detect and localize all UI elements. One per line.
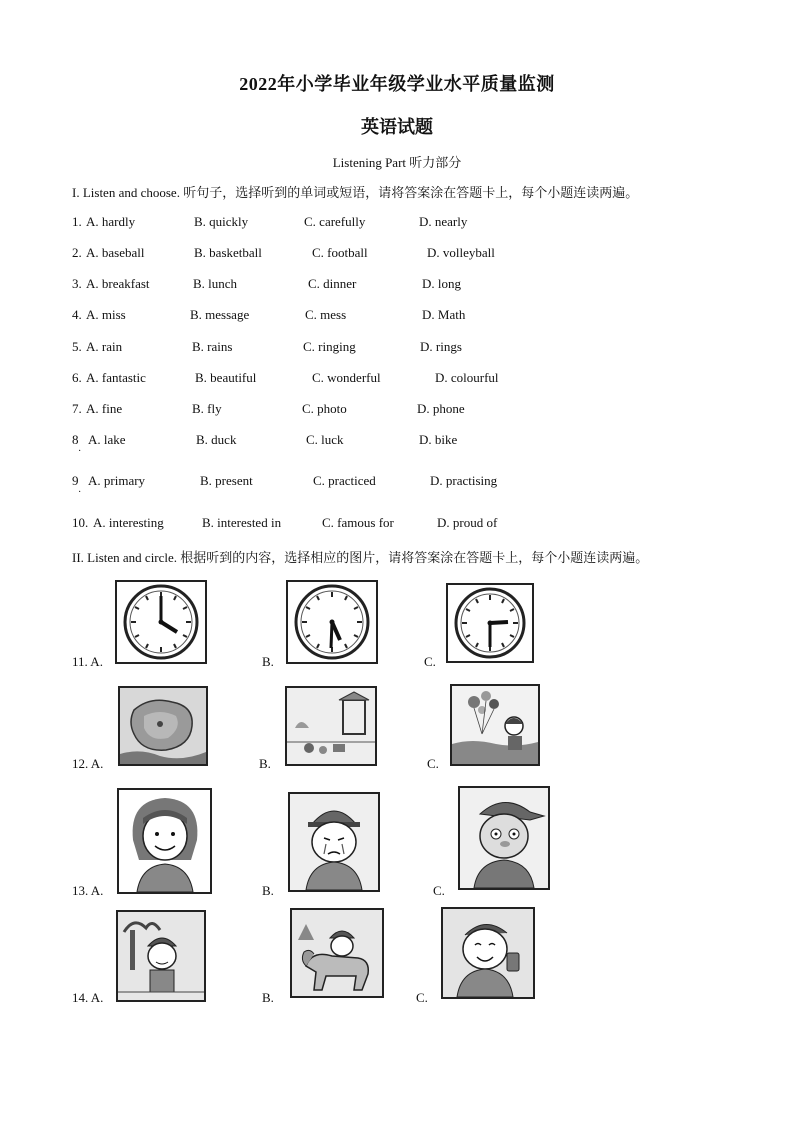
option-b: B. beautiful — [195, 370, 257, 385]
question-number: 2. — [72, 245, 82, 260]
question-label: 13. A. — [72, 883, 104, 898]
option-a: A. miss — [86, 307, 126, 322]
option-a: A. hardly — [86, 214, 136, 229]
girl-with-balloons-picture[interactable] — [450, 684, 540, 766]
park-scene-picture[interactable] — [285, 686, 377, 766]
question-label: 14. A. — [72, 990, 104, 1005]
option-b: B. lunch — [193, 276, 238, 291]
option-d: D. nearly — [419, 214, 468, 229]
question-number: 5. — [72, 339, 82, 354]
option-a: A. lake — [88, 432, 126, 447]
question-number: 1. — [72, 214, 82, 229]
option-b: B. message — [190, 307, 250, 322]
option-c-label: C. — [433, 883, 445, 898]
option-b: B. rains — [192, 339, 233, 354]
option-b: B. fly — [192, 401, 222, 416]
option-c: C. mess — [305, 307, 347, 322]
section1-instruction: I. Listen and choose. 听句子，选择听到的单词或短语，请将答案涂在答题卡上，每个小题连读两遍。 — [72, 185, 639, 200]
option-d: D. practising — [430, 473, 498, 488]
question-label: 11. A. — [72, 654, 103, 669]
option-a: A. interesting — [93, 515, 164, 530]
question-number: 9 — [72, 473, 79, 488]
clock-quarter-to-nine-picture[interactable] — [446, 583, 534, 663]
option-b: B. basketball — [194, 245, 262, 260]
option-c: C. famous for — [322, 515, 394, 530]
option-c-label: C. — [424, 654, 436, 669]
option-b-label: B. — [262, 990, 274, 1005]
option-c: C. wonderful — [312, 370, 381, 385]
option-c: C. football — [312, 245, 368, 260]
option-c-label: C. — [427, 756, 439, 771]
option-b: B. duck — [196, 432, 237, 447]
option-c-label: C. — [416, 990, 428, 1005]
boy-with-hat-picture[interactable] — [458, 786, 550, 890]
question-number: 3. — [72, 276, 82, 291]
option-c: C. luck — [306, 432, 344, 447]
option-c: C. practiced — [313, 473, 376, 488]
clock-four-picture[interactable] — [115, 580, 207, 664]
option-c: C. carefully — [304, 214, 366, 229]
question-number: 7. — [72, 401, 82, 416]
option-c: C. photo — [302, 401, 347, 416]
option-a: A. fantastic — [86, 370, 146, 385]
option-c: C. ringing — [303, 339, 356, 354]
question-label: 12. A. — [72, 756, 104, 771]
dot-mark: · — [78, 446, 82, 457]
crying-boy-picture[interactable] — [288, 792, 380, 892]
option-c: C. dinner — [308, 276, 357, 291]
lake-map-picture[interactable] — [118, 686, 208, 766]
option-b-label: B. — [262, 654, 274, 669]
smiling-girl-picture[interactable] — [117, 788, 212, 894]
option-a: A. rain — [86, 339, 123, 354]
option-b-label: B. — [262, 883, 274, 898]
question-number: 4. — [72, 307, 82, 322]
option-d: D. long — [422, 276, 461, 291]
option-a: A. baseball — [86, 245, 145, 260]
option-b-label: B. — [259, 756, 271, 771]
option-d: D. bike — [419, 432, 458, 447]
option-d: D. volleyball — [427, 245, 495, 260]
page-title: 2022年小学毕业年级学业水平质量监测 — [239, 74, 555, 94]
option-d: D. colourful — [435, 370, 499, 385]
clock-six-thirty-picture[interactable] — [286, 580, 378, 664]
question-number: 6. — [72, 370, 82, 385]
option-b: B. quickly — [194, 214, 249, 229]
boy-with-phone-picture[interactable] — [441, 907, 535, 999]
option-b: B. interested in — [202, 515, 282, 530]
option-a: A. breakfast — [86, 276, 150, 291]
question-number: 8 — [72, 432, 79, 447]
subject-title: 英语试题 — [361, 117, 433, 137]
option-d: D. Math — [422, 307, 466, 322]
option-d: D. proud of — [437, 515, 498, 530]
question-number: 10. — [72, 515, 89, 530]
section2-instruction: II. Listen and circle. 根据听到的内容，选择相应的图片，请将答案涂在答题卡上，每个小题连读两遍。 — [72, 550, 649, 565]
option-b: B. present — [200, 473, 253, 488]
dot-mark: · — [78, 487, 82, 498]
boy-riding-horse-picture[interactable] — [290, 908, 384, 998]
part-title: Listening Part 听力部分 — [332, 155, 462, 170]
option-d: D. rings — [420, 339, 462, 354]
option-d: D. phone — [417, 401, 465, 416]
boy-under-tree-picture[interactable] — [116, 910, 206, 1002]
option-a: A. primary — [88, 473, 146, 488]
option-a: A. fine — [86, 401, 123, 416]
